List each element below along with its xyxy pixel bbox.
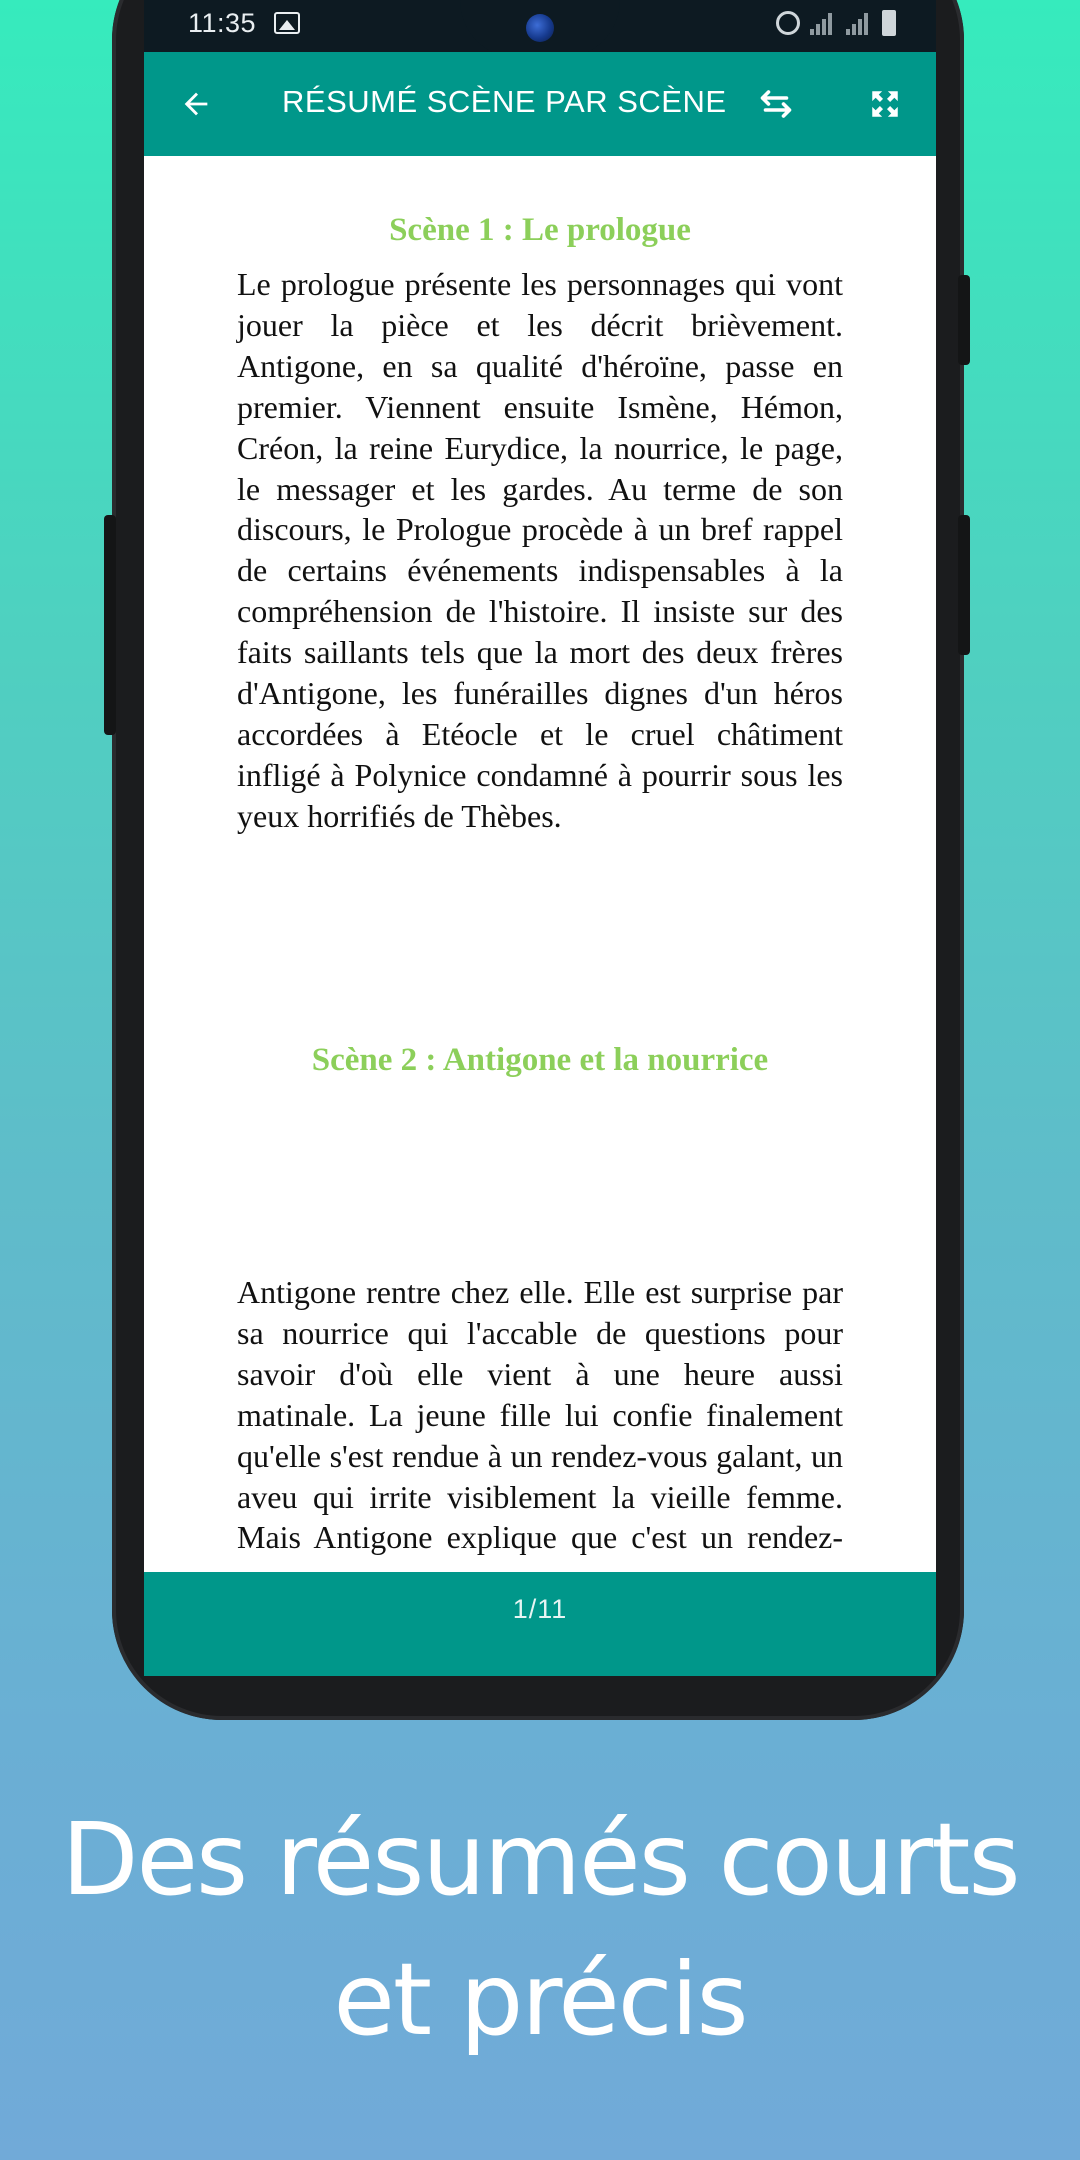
signal-icon: [846, 11, 872, 35]
alarm-icon: [776, 11, 800, 35]
scene-title: Scène 1 : Le prologue: [389, 212, 691, 248]
signal-icon: [810, 11, 836, 35]
arrow-left-icon: [179, 87, 213, 121]
fullscreen-icon: [868, 87, 902, 121]
front-camera: [526, 14, 554, 42]
status-time: 11:35: [188, 8, 257, 38]
scene-text: Le prologue présente les personnages qui vont jouer la pièce et les décrit brièvement. Antigone, en sa qualité d'héroïne, passe en premier. Viennent ensuite Ismène, Hémon, Créon, la reine Eurydice, la nourrice, le page, le messager et les gardes. Au terme de son discours, le Prologue procède à un bref rappel de certains événements indispensables à la compréhension de l'histoire. Il insiste sur des faits saillants tels que la mort des deux frères d'Antigone, les funérailles dignes d'un héros accordées à Etéocle et le cruel châtiment infligé à Polynice condamné à pourrir sous les yeux horrifiés de Thèbes.: [237, 266, 843, 834]
scene-text: Antigone rentre chez elle. Elle est surprise par sa nourrice qui l'accable de questions pour savoir d'où elle vient à une heure aussi matinale. La jeune fille lui confie finalement qu'elle s'est rendue à un rendez-vous galant, un aveu qui irrite visiblement la vieille femme. Mais Antigone explique que c'est un rendez-: [237, 1274, 843, 1556]
status-icons: [776, 10, 896, 36]
phone-screen: [144, 0, 936, 1676]
scene-title: Scène 2 : Antigone et la nourrice: [311, 1042, 769, 1078]
summary-content[interactable]: [144, 156, 936, 1572]
bottom-bar: [144, 1572, 936, 1676]
image-notification-icon: [274, 12, 300, 34]
page-indicator: 1/11: [512, 1594, 568, 1624]
swap-arrows-icon: [758, 86, 794, 122]
battery-icon: [882, 10, 896, 36]
swap-button[interactable]: [752, 80, 800, 128]
phone-side-button: [104, 515, 116, 735]
page-title: RÉSUMÉ SCÈNE PAR SCÈNE: [282, 84, 727, 119]
app-bar: [144, 52, 936, 156]
caption-line: Des résumés courts: [61, 1801, 1019, 1918]
fullscreen-button[interactable]: [861, 80, 909, 128]
phone-side-button: [958, 515, 970, 655]
promo-caption: [0, 1790, 1080, 2070]
caption-line: et précis: [333, 1941, 747, 2058]
back-button[interactable]: [172, 80, 220, 128]
phone-side-button: [958, 275, 970, 365]
